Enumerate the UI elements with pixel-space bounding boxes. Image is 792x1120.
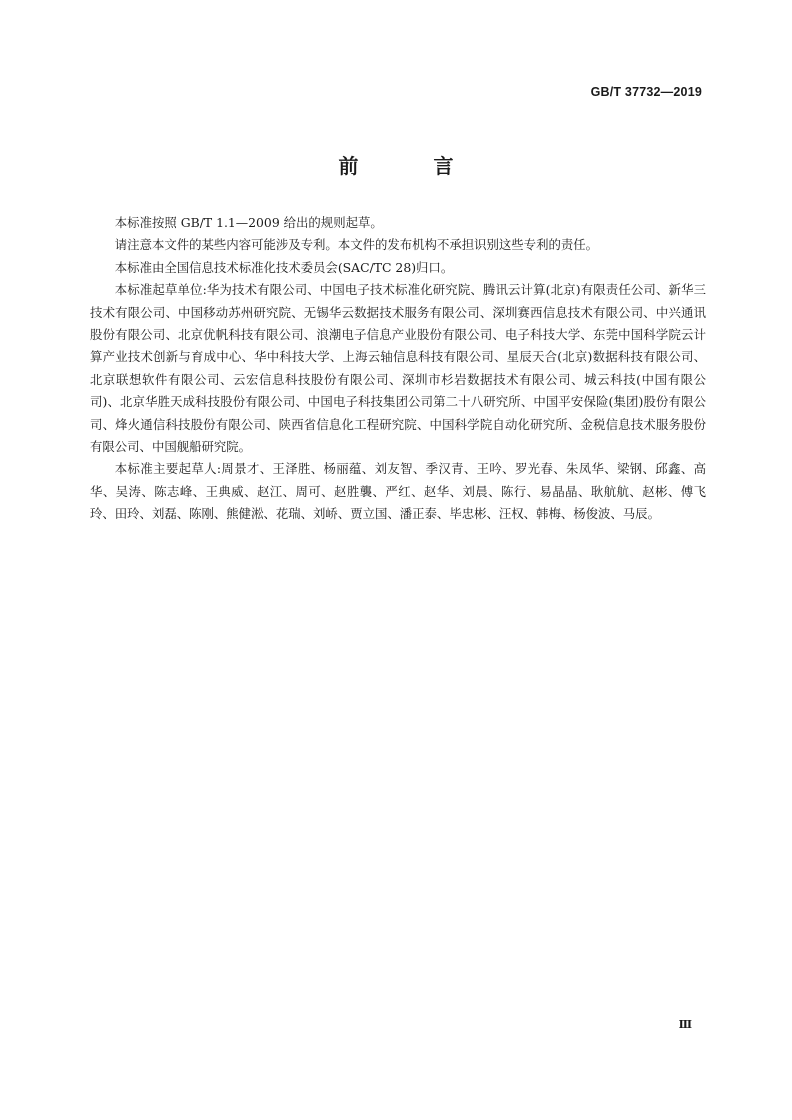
- paragraph-drafters: 本标准主要起草人:周景才、王泽胜、杨丽蕴、刘友智、季汉青、王吟、罗光春、朱凤华、梁钢、邱鑫、高华、吴涛、陈志峰、王典威、赵江、周可、赵胜襲、严红、赵华、刘晨、陈行、易晶晶、耿航航、赵彬、傅飞玲、田玲、刘磊、陈刚、熊健淞、花瑞、刘峤、贾立国、潘正泰、毕忠彬、汪权、韩梅、杨俊波、马辰。: [90, 461, 706, 522]
- paragraph-drafting-units: 本标准起草单位:华为技术有限公司、中国电子技术标准化研究院、腾讯云计算(北京)有限责任公司、新华三技术有限公司、中国移动苏州研究院、无锡华云数据技术服务有限公司、深圳赛西信息技术有限公司、中兴通讯股份有限公司、北京优帆科技有限公司、浪潮电子信息产业股份有限公司、电子科技大学、东莞中国科学院云计算产业技术创新与育成中心、华中科技大学、上海云轴信息科技有限公司、星辰天合(北京)数据科技有限公司、北京联想软件有限公司、云宏信息科技股份有限公司、深圳市杉岩数据技术有限公司、城云科技(中国有限公司)、北京华胜天成科技股份有限公司、中国电子科技集团公司第二十八研究所、中国平安保险(集团)股份有限公司、烽火通信科技股份有限公司、陕西省信息化工程研究院、中国科学院自动化研究所、金税信息技术服务股份有限公司、中国舰船研究院。: [90, 282, 706, 455]
- paragraph-drafting-rules: 本标准按照 GB/T 1.1—2009 给出的规则起草。: [114, 215, 383, 230]
- paragraph-committee: 本标准由全国信息技术标准化技术委员会(SAC/TC 28)归口。: [114, 259, 454, 275]
- standard-code: GB/T 37732—2019: [590, 85, 702, 99]
- page-number: Ⅲ: [678, 1018, 692, 1031]
- page-title: 前 言: [338, 154, 488, 178]
- paragraph-patent-notice: 请注意本文件的某些内容可能涉及专利。本文件的发布机构不承担识别这些专利的责任。: [114, 237, 599, 253]
- body-text: [90, 212, 706, 526]
